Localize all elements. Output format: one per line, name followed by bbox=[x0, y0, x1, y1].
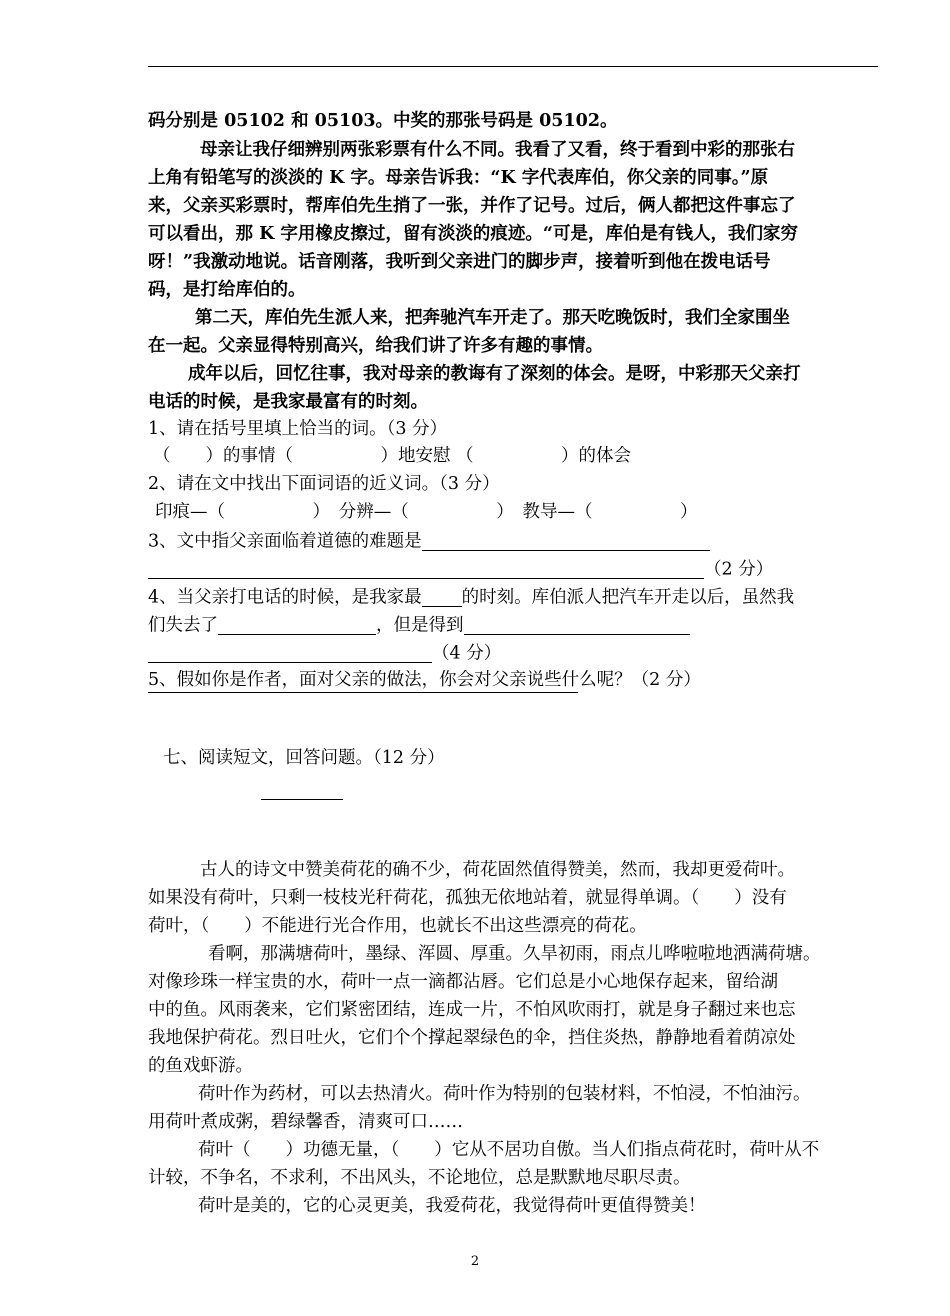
question-4-line-2 bbox=[148, 616, 690, 635]
passage2-line-4: 看啊，那满塘荷叶，墨绿、浑圆、厚重。久旱初雨，雨点儿哗啦啦地洒满荷塘。 bbox=[208, 944, 821, 964]
question-3 bbox=[148, 532, 710, 551]
header-rule bbox=[148, 66, 878, 67]
passage1-line-11: 电话的时候，是我家最富有的时刻。 bbox=[148, 392, 428, 412]
passage1-line-8: 第二天，库伯先生派人来，把奔驰汽车开走了。那天吃晚饭时，我们全家围坐 bbox=[195, 308, 790, 328]
title-blank[interactable] bbox=[261, 799, 343, 800]
passage1-line-10: 成年以后，回忆往事，我对母亲的教诲有了深刻的体会。是呀，中彩那天父亲打 bbox=[188, 364, 801, 384]
question-4-text-b: 的时刻。库伯派人把汽车开走以后，虽然我 bbox=[461, 587, 795, 608]
question-3-continued bbox=[148, 560, 773, 579]
answer-blank[interactable] bbox=[218, 616, 376, 635]
answer-blank[interactable] bbox=[422, 588, 462, 607]
passage2-line-3: 荷叶，（ ）不能进行光合作用，也就长不出这些漂亮的荷花。 bbox=[148, 916, 647, 936]
question-4-score: （4 分） bbox=[432, 643, 502, 664]
passage2-line-13: 荷叶是美的，它的心灵更美，我爱荷花，我觉得荷叶更值得赞美！ bbox=[198, 1196, 706, 1216]
section-7-heading: 七、阅读短文，回答问题。（12 分） bbox=[163, 748, 445, 768]
passage1-line-2: 母亲让我仔细辨别两张彩票有什么不同。我看了又看，终于看到中彩的那张右 bbox=[200, 140, 795, 160]
question-3-score: （2 分） bbox=[704, 559, 774, 580]
passage1-line-7: 码，是打给库伯的。 bbox=[148, 280, 306, 300]
passage1-line-6: 呀！”我激动地说。话音刚落，我听到父亲进门的脚步声，接着听到他在拨电话号 bbox=[148, 252, 771, 272]
answer-blank[interactable] bbox=[148, 560, 704, 579]
question-4-text-d: ，但是得到 bbox=[376, 615, 464, 636]
passage2-line-1: 古人的诗文中赞美荷花的确不少，荷花固然值得赞美，然而，我却更爱荷叶。 bbox=[200, 860, 795, 880]
passage2-line-2: 如果没有荷叶，只剩一枝枝光秆荷花，孤独无依地站着，就显得单调。（ ）没有 bbox=[148, 888, 787, 908]
passage2-line-11: 荷叶（ ）功德无量，（ ）它从不居功自傲。当人们指点荷花时，荷叶从不 bbox=[198, 1140, 820, 1160]
passage1-line-5: 可以看出，那 K 字用橡皮擦过，留有淡淡的痕迹。“可是，库伯是有钱人，我们家穷 bbox=[148, 224, 798, 244]
passage2-line-6: 中的鱼。风雨袭来，它们紧密团结，连成一片，不怕风吹雨打，就是身子翻过来也忘 bbox=[148, 1000, 796, 1020]
passage2-line-7: 我地保护荷花。烈日吐火，它们个个撑起翠绿色的伞，挡住炎热，静静地看着荫凉处 bbox=[148, 1028, 796, 1048]
question-1-items: （ ）的事情（ ）地安慰 （ ）的体会 bbox=[153, 446, 632, 466]
question-2: 2、请在文中找出下面词语的近义词。（3 分） bbox=[148, 474, 500, 494]
passage2-line-10: 用荷叶煮成粥，碧绿馨香，清爽可口…… bbox=[148, 1112, 463, 1132]
question-2-items: 印痕—（ ） 分辨—（ ） 教导—（ ） bbox=[155, 502, 698, 522]
question-3-text: 3、文中指父亲面临着道德的难题是 bbox=[148, 531, 422, 552]
question-4-line-3 bbox=[148, 644, 501, 663]
passage1-line-1: 码分别是 05102 和 05103。中奖的那张号码是 05102。 bbox=[148, 111, 618, 131]
page-number: 2 bbox=[470, 1254, 480, 1269]
passage2-line-8: 的鱼戏虾游。 bbox=[148, 1056, 253, 1076]
answer-blank[interactable] bbox=[464, 616, 690, 635]
question-5: 5、假如你是作者，面对父亲的做法，你会对父亲说些什么呢？（2 分） bbox=[148, 670, 701, 690]
passage1-line-4: 来，父亲买彩票时，帮库伯先生捎了一张，并作了记号。过后，俩人都把这件事忘了 bbox=[148, 196, 796, 216]
passage1-line-3: 上角有铅笔写的淡淡的 K 字。母亲告诉我：“K 字代表库伯，你父亲的同事。”原 bbox=[148, 168, 769, 188]
passage2-line-9: 荷叶作为药材，可以去热清火。荷叶作为特别的包装材料，不怕浸，不怕油污。 bbox=[198, 1084, 811, 1104]
question-4 bbox=[148, 588, 794, 607]
passage2-line-12: 计较，不争名，不求利，不出风头，不论地位，总是默默地尽职尽责。 bbox=[148, 1168, 691, 1188]
answer-line[interactable] bbox=[148, 692, 578, 693]
question-1: 1、请在括号里填上恰当的词。（3 分） bbox=[148, 419, 448, 439]
question-4-text-c: 们失去了 bbox=[148, 615, 218, 636]
answer-blank[interactable] bbox=[422, 532, 710, 551]
passage2-line-5: 对像珍珠一样宝贵的水，荷叶一点一滴都沾唇。它们总是小心地保存起来，留给湖 bbox=[148, 972, 778, 992]
passage1-line-9: 在一起。父亲显得特别高兴，给我们讲了许多有趣的事情。 bbox=[148, 336, 603, 356]
question-4-text-a: 4、当父亲打电话的时候，是我家最 bbox=[148, 587, 422, 608]
answer-blank[interactable] bbox=[148, 644, 432, 663]
